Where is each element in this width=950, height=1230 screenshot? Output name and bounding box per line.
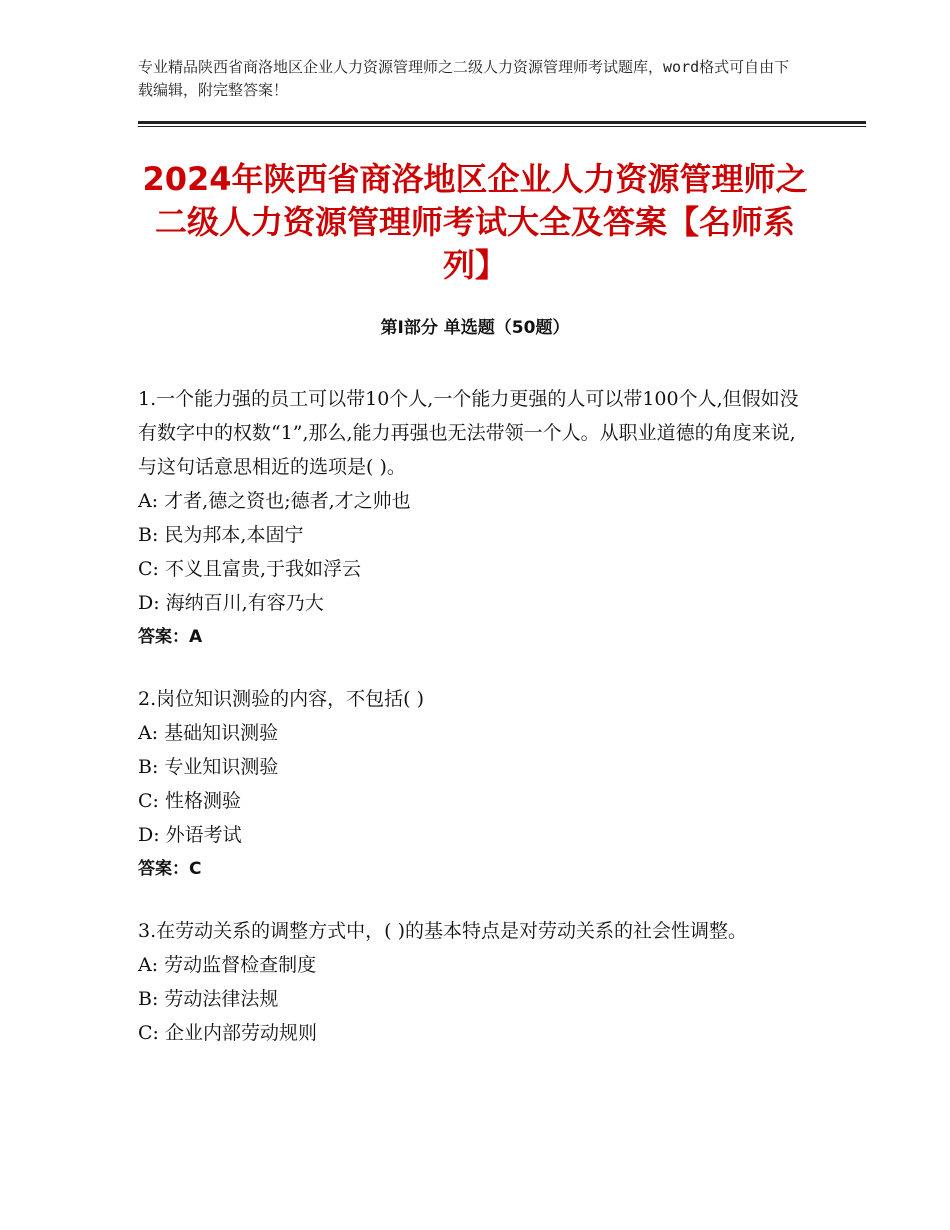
question-2 [138,682,808,886]
option-b: B: 民为邦本,本固宁 [138,524,304,546]
option-a: A: 基础知识测验 [138,722,279,744]
option-a: A: 劳动监督检查制度 [138,954,317,976]
option-c: C: 不义且富贵,于我如浮云 [138,558,362,580]
option-b: B: 劳动法律法规 [138,988,279,1010]
option-d: D: 海纳百川,有容乃大 [138,592,324,614]
question-list [138,382,808,1078]
question-stem: 3.在劳动关系的调整方式中，( )的基本特点是对劳动关系的社会性调整。 [138,920,747,942]
header-rule-thick [138,121,866,124]
answer: 答案：C [138,859,202,879]
question-stem: 2.岗位知识测验的内容，不包括( ) [138,688,424,710]
document-title: 2024年陕西省商洛地区企业人力资源管理师之二级人力资源管理师考试大全及答案【名师系列】 [142,160,808,284]
section-heading: 第Ⅰ部分 单选题（50题） [380,318,570,338]
question-1 [138,382,808,654]
option-a: A: 才者,德之资也;德者,才之帅也 [138,490,411,512]
option-d: D: 外语考试 [138,824,242,846]
header-rule-thin [138,126,866,127]
option-b: B: 专业知识测验 [138,756,279,778]
option-c: C: 企业内部劳动规则 [138,1022,317,1044]
question-3 [138,914,808,1050]
option-c: C: 性格测验 [138,790,241,812]
question-stem: 1.一个能力强的员工可以带10个人,一个能力更强的人可以带100个人,但假如没有数字中的权数“1”,那么,能力再强也无法带领一个人。从职业道德的角度来说,与这句话意思相近的选项是( )。 [138,388,799,478]
page-header: 专业精品陕西省商洛地区企业人力资源管理师之二级人力资源管理师考试题库，word格式可自由下载编辑，附完整答案！ [138,58,790,99]
answer: 答案：A [138,627,203,647]
